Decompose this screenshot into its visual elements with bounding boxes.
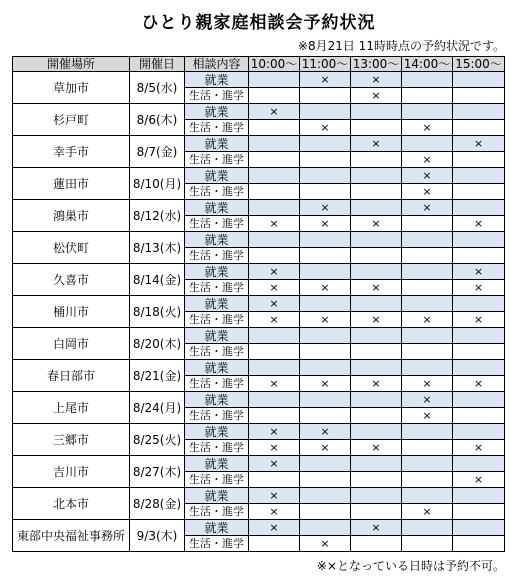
location-cell: 幸手市 xyxy=(13,136,130,168)
date-cell: 8/7(金) xyxy=(130,136,185,168)
slot-cell xyxy=(453,168,505,184)
table-row xyxy=(13,392,505,408)
content-type-cell: 就業 xyxy=(185,168,249,184)
table-row xyxy=(13,168,505,184)
location-cell: 上尾市 xyxy=(13,392,130,424)
slot-cell xyxy=(453,408,505,424)
slot-cell xyxy=(453,296,505,312)
slot-cell xyxy=(300,472,351,488)
slot-cell xyxy=(300,360,351,376)
reservation-table-body xyxy=(13,72,505,552)
reservation-table xyxy=(12,56,505,552)
location-cell: 吉川市 xyxy=(13,456,130,488)
slot-cell: × xyxy=(300,424,351,440)
slot-cell xyxy=(249,248,300,264)
header-slot-1400: 14:00～ xyxy=(402,57,453,72)
slot-cell xyxy=(351,472,402,488)
slot-cell: × xyxy=(402,504,453,520)
slot-cell xyxy=(402,280,453,296)
slot-cell: × xyxy=(453,472,505,488)
slot-cell xyxy=(402,440,453,456)
content-type-cell: 就業 xyxy=(185,520,249,536)
slot-cell xyxy=(249,72,300,88)
table-row xyxy=(13,424,505,440)
slot-cell xyxy=(351,200,402,216)
slot-cell xyxy=(402,456,453,472)
slot-cell xyxy=(300,264,351,280)
header-slot-1300: 13:00～ xyxy=(351,57,402,72)
slot-cell xyxy=(249,408,300,424)
slot-cell xyxy=(351,360,402,376)
content-type-cell: 就業 xyxy=(185,72,249,88)
slot-cell xyxy=(249,344,300,360)
slot-cell: × xyxy=(453,376,505,392)
slot-cell: × xyxy=(300,280,351,296)
location-cell: 春日部市 xyxy=(13,360,130,392)
content-type-cell: 生活・進学 xyxy=(185,504,249,520)
slot-cell: × xyxy=(249,440,300,456)
table-row xyxy=(13,104,505,120)
slot-cell xyxy=(351,344,402,360)
slot-cell: × xyxy=(402,376,453,392)
content-type-cell: 就業 xyxy=(185,456,249,472)
table-row xyxy=(13,360,505,376)
content-type-cell: 生活・進学 xyxy=(185,184,249,200)
slot-cell xyxy=(453,328,505,344)
slot-cell: × xyxy=(249,424,300,440)
header-date: 開催日 xyxy=(130,57,185,72)
slot-cell xyxy=(351,104,402,120)
slot-cell: × xyxy=(351,520,402,536)
slot-cell xyxy=(453,88,505,104)
slot-cell xyxy=(351,184,402,200)
header-content: 相談内容 xyxy=(185,57,249,72)
slot-cell: × xyxy=(351,440,402,456)
slot-cell xyxy=(249,472,300,488)
content-type-cell: 生活・進学 xyxy=(185,280,249,296)
table-row xyxy=(13,72,505,88)
slot-cell: × xyxy=(249,456,300,472)
content-type-cell: 生活・進学 xyxy=(185,152,249,168)
content-type-cell: 就業 xyxy=(185,328,249,344)
slot-cell xyxy=(300,456,351,472)
date-cell: 8/18(火) xyxy=(130,296,185,328)
slot-cell xyxy=(453,104,505,120)
slot-cell: × xyxy=(300,216,351,232)
slot-cell: × xyxy=(300,312,351,328)
date-cell: 8/6(木) xyxy=(130,104,185,136)
location-cell: 杉戸町 xyxy=(13,104,130,136)
slot-cell xyxy=(300,152,351,168)
content-type-cell: 就業 xyxy=(185,232,249,248)
table-row xyxy=(13,296,505,312)
header-location: 開催場所 xyxy=(13,57,130,72)
slot-cell: × xyxy=(249,520,300,536)
slot-cell: × xyxy=(453,216,505,232)
table-row xyxy=(13,232,505,248)
slot-cell: × xyxy=(351,72,402,88)
slot-cell xyxy=(402,536,453,552)
content-type-cell: 就業 xyxy=(185,200,249,216)
slot-cell xyxy=(249,360,300,376)
date-cell: 8/25(火) xyxy=(130,424,185,456)
table-row xyxy=(13,200,505,216)
header-slot-1000: 10:00～ xyxy=(249,57,300,72)
slot-cell xyxy=(249,184,300,200)
slot-cell xyxy=(249,88,300,104)
date-cell: 8/28(金) xyxy=(130,488,185,520)
slot-cell xyxy=(249,328,300,344)
slot-cell xyxy=(351,488,402,504)
slot-cell xyxy=(249,168,300,184)
slot-cell: × xyxy=(402,408,453,424)
slot-cell xyxy=(402,232,453,248)
content-type-cell: 就業 xyxy=(185,392,249,408)
slot-cell xyxy=(351,296,402,312)
slot-cell: × xyxy=(402,120,453,136)
slot-cell: × xyxy=(351,88,402,104)
status-note: ※8月21日 11時時点の予約状況です。 xyxy=(297,39,505,53)
location-cell: 鴻巣市 xyxy=(13,200,130,232)
slot-cell xyxy=(351,120,402,136)
slot-cell xyxy=(402,248,453,264)
table-row xyxy=(13,328,505,344)
slot-cell: × xyxy=(249,264,300,280)
slot-cell: × xyxy=(402,184,453,200)
slot-cell xyxy=(351,424,402,440)
date-cell: 8/13(木) xyxy=(130,232,185,264)
content-type-cell: 就業 xyxy=(185,136,249,152)
date-cell: 8/5(水) xyxy=(130,72,185,104)
content-type-cell: 生活・進学 xyxy=(185,216,249,232)
slot-cell: × xyxy=(249,280,300,296)
slot-cell xyxy=(402,88,453,104)
date-cell: 9/3(木) xyxy=(130,520,185,552)
slot-cell xyxy=(300,248,351,264)
slot-cell xyxy=(402,104,453,120)
slot-cell xyxy=(402,360,453,376)
slot-cell: × xyxy=(300,72,351,88)
slot-cell: × xyxy=(402,168,453,184)
location-cell: 東部中央福祉事務所 xyxy=(13,520,130,552)
table-row xyxy=(13,456,505,472)
slot-cell xyxy=(300,168,351,184)
slot-cell xyxy=(300,296,351,312)
slot-cell xyxy=(402,72,453,88)
page-title: ひとり親家庭相談会予約状況 xyxy=(141,13,376,33)
content-type-cell: 生活・進学 xyxy=(185,88,249,104)
slot-cell xyxy=(300,344,351,360)
location-cell: 草加市 xyxy=(13,72,130,104)
content-type-cell: 生活・進学 xyxy=(185,312,249,328)
slot-cell xyxy=(351,152,402,168)
slot-cell xyxy=(453,152,505,168)
table-row xyxy=(13,264,505,280)
date-cell: 8/12(水) xyxy=(130,200,185,232)
slot-cell: × xyxy=(402,200,453,216)
content-type-cell: 生活・進学 xyxy=(185,536,249,552)
slot-cell xyxy=(300,392,351,408)
content-type-cell: 就業 xyxy=(185,488,249,504)
slot-cell xyxy=(453,424,505,440)
slot-cell xyxy=(453,488,505,504)
slot-cell xyxy=(402,216,453,232)
slot-cell xyxy=(453,200,505,216)
location-cell: 久喜市 xyxy=(13,264,130,296)
slot-cell xyxy=(249,536,300,552)
slot-cell xyxy=(453,456,505,472)
location-cell: 三郷市 xyxy=(13,424,130,456)
content-type-cell: 生活・進学 xyxy=(185,376,249,392)
slot-cell: × xyxy=(300,536,351,552)
content-type-cell: 就業 xyxy=(185,264,249,280)
slot-cell xyxy=(300,488,351,504)
slot-cell xyxy=(402,472,453,488)
content-type-cell: 生活・進学 xyxy=(185,440,249,456)
slot-cell xyxy=(402,520,453,536)
slot-cell: × xyxy=(249,216,300,232)
slot-cell: × xyxy=(453,280,505,296)
location-cell: 白岡市 xyxy=(13,328,130,360)
slot-cell: × xyxy=(402,312,453,328)
slot-cell xyxy=(351,168,402,184)
slot-cell xyxy=(453,248,505,264)
content-type-cell: 生活・進学 xyxy=(185,120,249,136)
slot-cell: × xyxy=(453,264,505,280)
slot-cell xyxy=(300,104,351,120)
slot-cell xyxy=(300,328,351,344)
slot-cell xyxy=(249,136,300,152)
slot-cell: × xyxy=(453,440,505,456)
content-type-cell: 生活・進学 xyxy=(185,408,249,424)
slot-cell: × xyxy=(249,104,300,120)
slot-cell xyxy=(300,520,351,536)
date-cell: 8/27(木) xyxy=(130,456,185,488)
date-cell: 8/21(金) xyxy=(130,360,185,392)
slot-cell: × xyxy=(249,296,300,312)
slot-cell xyxy=(249,200,300,216)
slot-cell xyxy=(453,504,505,520)
slot-cell xyxy=(351,408,402,424)
slot-cell xyxy=(453,392,505,408)
date-cell: 8/20(木) xyxy=(130,328,185,360)
slot-cell: × xyxy=(300,440,351,456)
content-type-cell: 生活・進学 xyxy=(185,344,249,360)
slot-cell xyxy=(402,488,453,504)
slot-cell: × xyxy=(300,376,351,392)
slot-cell xyxy=(402,296,453,312)
slot-cell: × xyxy=(402,392,453,408)
slot-cell xyxy=(300,232,351,248)
content-type-cell: 就業 xyxy=(185,104,249,120)
slot-cell xyxy=(249,392,300,408)
slot-cell xyxy=(351,248,402,264)
slot-cell xyxy=(453,232,505,248)
content-type-cell: 就業 xyxy=(185,424,249,440)
slot-cell xyxy=(453,344,505,360)
slot-cell: × xyxy=(249,488,300,504)
location-cell: 蓮田市 xyxy=(13,168,130,200)
slot-cell xyxy=(300,408,351,424)
slot-cell xyxy=(453,536,505,552)
slot-cell: × xyxy=(249,376,300,392)
date-cell: 8/14(金) xyxy=(130,264,185,296)
slot-cell xyxy=(300,88,351,104)
slot-cell xyxy=(402,136,453,152)
slot-cell xyxy=(300,136,351,152)
slot-cell: × xyxy=(249,312,300,328)
date-cell: 8/10(月) xyxy=(130,168,185,200)
location-cell: 桶川市 xyxy=(13,296,130,328)
slot-cell: × xyxy=(351,216,402,232)
slot-cell xyxy=(249,152,300,168)
footnote: ※×となっている日時は予約不可。 xyxy=(316,559,505,573)
slot-cell xyxy=(351,232,402,248)
slot-cell: × xyxy=(300,120,351,136)
slot-cell: × xyxy=(351,312,402,328)
content-type-cell: 就業 xyxy=(185,296,249,312)
header-slot-1500: 15:00～ xyxy=(453,57,505,72)
slot-cell xyxy=(351,392,402,408)
header-slot-1100: 11:00～ xyxy=(300,57,351,72)
table-row xyxy=(13,136,505,152)
slot-cell: × xyxy=(453,312,505,328)
slot-cell xyxy=(351,328,402,344)
slot-cell: × xyxy=(453,136,505,152)
slot-cell xyxy=(249,120,300,136)
slot-cell xyxy=(351,504,402,520)
content-type-cell: 就業 xyxy=(185,360,249,376)
header-row xyxy=(13,57,505,72)
slot-cell xyxy=(402,328,453,344)
slot-cell xyxy=(453,184,505,200)
slot-cell xyxy=(402,424,453,440)
slot-cell xyxy=(351,536,402,552)
slot-cell: × xyxy=(351,376,402,392)
slot-cell: × xyxy=(249,504,300,520)
content-type-cell: 生活・進学 xyxy=(185,248,249,264)
slot-cell xyxy=(351,456,402,472)
slot-cell xyxy=(351,264,402,280)
slot-cell xyxy=(402,264,453,280)
location-cell: 松伏町 xyxy=(13,232,130,264)
slot-cell xyxy=(402,344,453,360)
slot-cell xyxy=(453,360,505,376)
content-type-cell: 生活・進学 xyxy=(185,472,249,488)
slot-cell: × xyxy=(351,280,402,296)
location-cell: 北本市 xyxy=(13,488,130,520)
slot-cell xyxy=(300,184,351,200)
slot-cell xyxy=(249,232,300,248)
slot-cell: × xyxy=(351,136,402,152)
slot-cell xyxy=(453,120,505,136)
table-row xyxy=(13,488,505,504)
slot-cell: × xyxy=(402,152,453,168)
slot-cell xyxy=(453,520,505,536)
slot-cell xyxy=(453,72,505,88)
date-cell: 8/24(月) xyxy=(130,392,185,424)
slot-cell: × xyxy=(300,200,351,216)
table-row xyxy=(13,520,505,536)
slot-cell xyxy=(300,504,351,520)
